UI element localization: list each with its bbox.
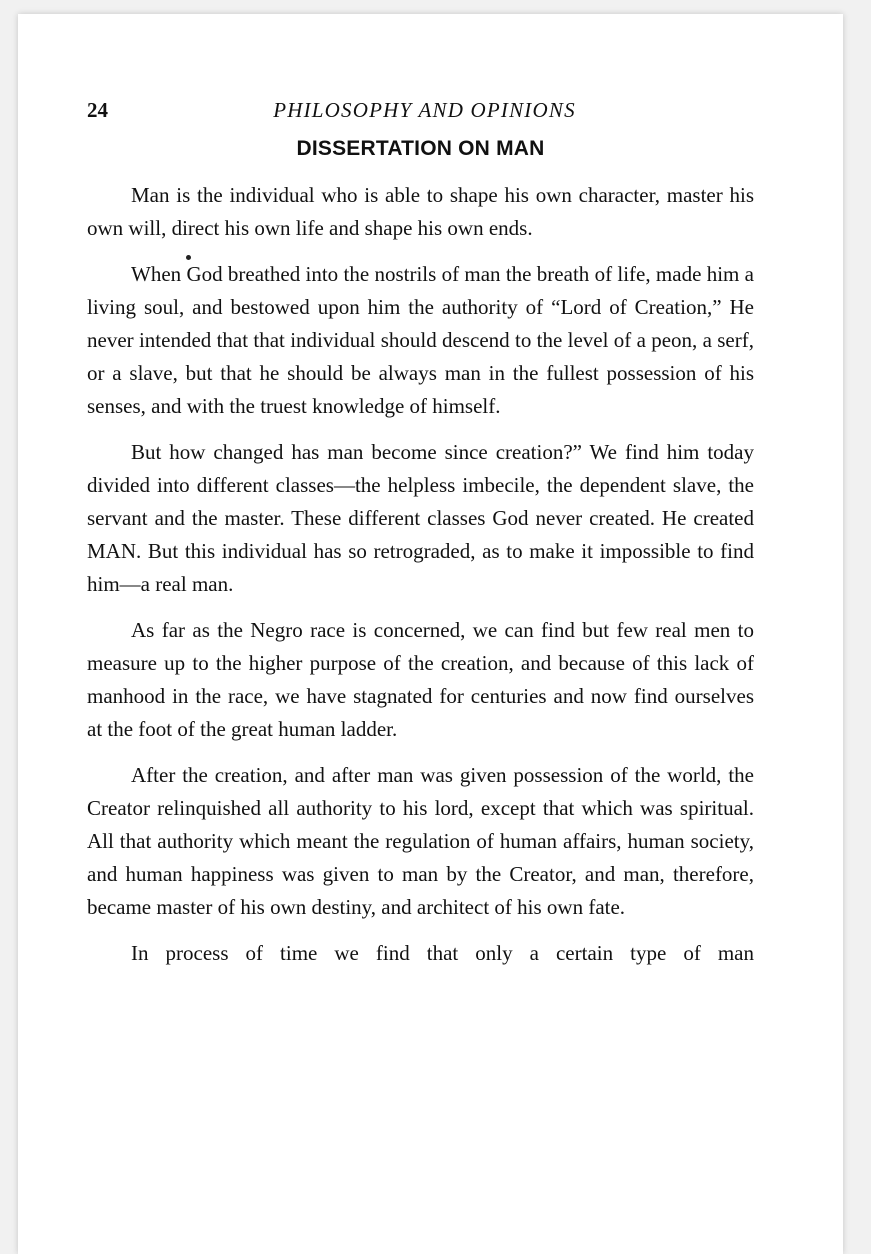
page-number: 24 <box>87 98 108 122</box>
paragraph: As far as the Negro race is concerned, we can find but few real men to measure up to the higher purpose of the creation, and because of this lack of manhood in the race, we have stagnated for centuries and now find ourselves at the foot of the great human ladder. <box>87 618 754 741</box>
section-title: DISSERTATION ON MAN <box>296 137 545 160</box>
paragraph: When God breathed into the nostrils of man the breath of life, made him a living soul, and bestowed upon him the authority of “Lord of Creation,” He never intended that that individual should descend to the level of a peon, a serf, or a slave, but that he should be always man in the fullest possession of his senses, and with the truest knowledge of himself. <box>87 262 754 418</box>
book-page <box>18 14 843 1254</box>
page-header <box>87 98 754 128</box>
paragraph: In process of time we find that only a certain type of man <box>131 941 754 965</box>
running-head: PHILOSOPHY AND OPINIONS <box>273 98 576 122</box>
paragraph: After the creation, and after man was given possession of the world, the Creator relinquished all authority to his lord, except that which was spiritual. All that authority which meant the regulation of human affairs, human society, and human happiness was given to man by the Creator, and man, therefore, became master of his own destiny, and architect of his own fate. <box>87 763 754 919</box>
paragraph: Man is the individual who is able to shape his own character, master his own will, direct his own life and shape his own ends. <box>87 183 754 240</box>
paragraph: But how changed has man become since creation?” We find him today divided into different classes—the helpless imbecile, the dependent slave, the servant and the master. These different classes God never created. He created MAN. But this individual has so retrograded, as to make it impossible to find him—a real man. <box>87 440 754 596</box>
page-body <box>87 179 754 983</box>
